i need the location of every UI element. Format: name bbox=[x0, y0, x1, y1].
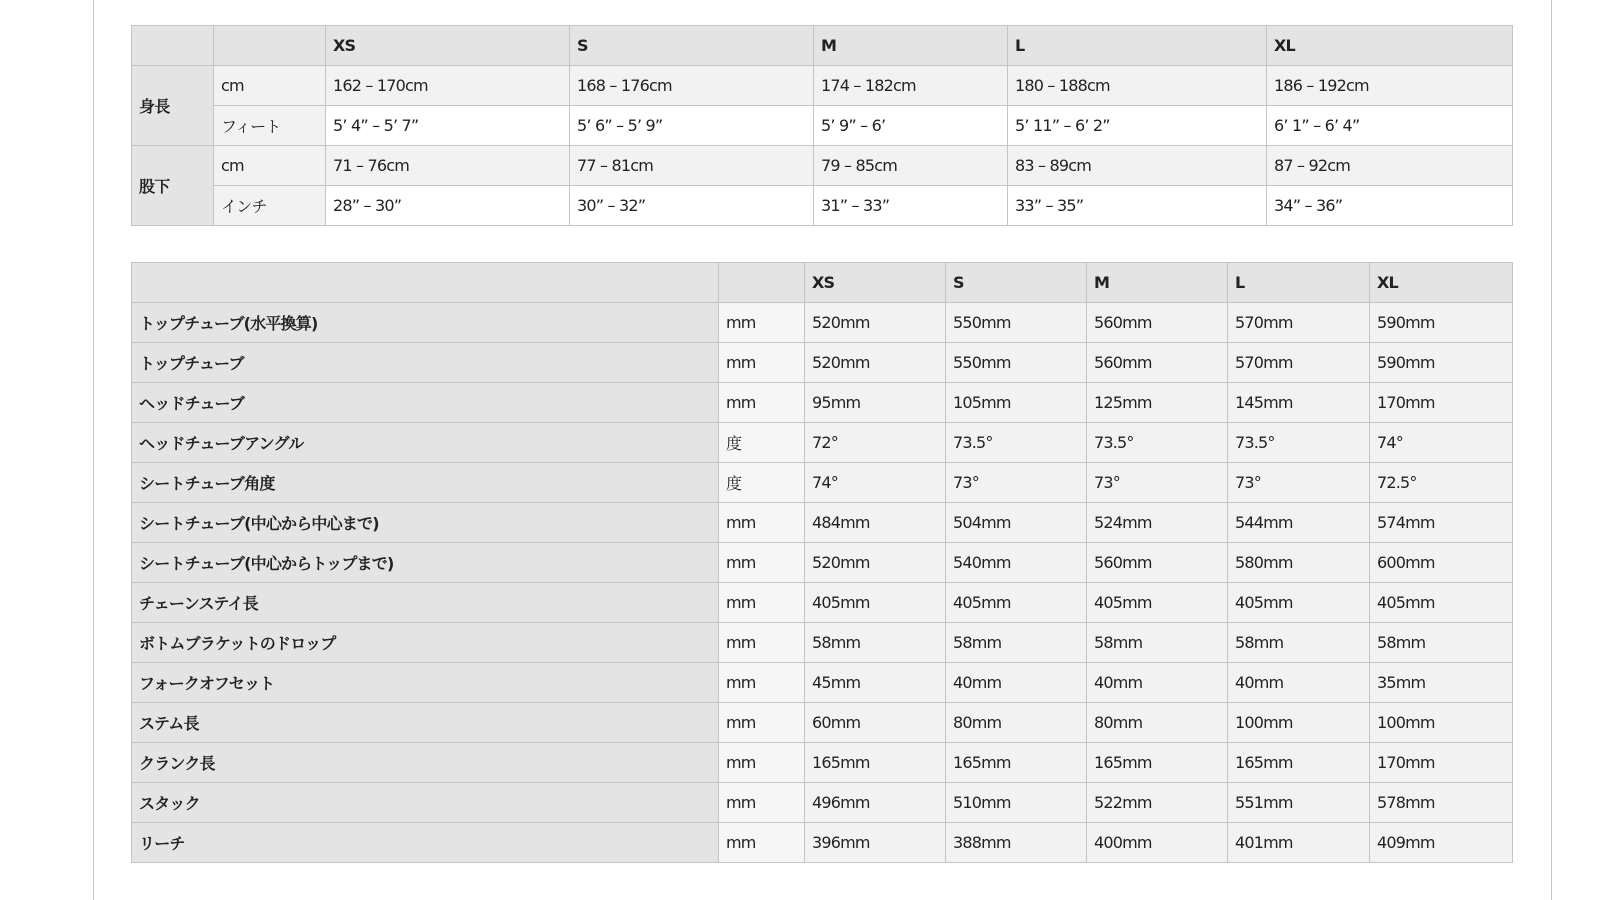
geometry-value-cell: 165mm bbox=[805, 743, 946, 783]
geometry-value-cell: 165mm bbox=[1087, 743, 1228, 783]
geometry-row bbox=[132, 783, 1513, 823]
geometry-header-cell: S bbox=[946, 263, 1087, 303]
size-header-cell bbox=[132, 26, 214, 66]
geometry-row-label: ヘッドチューブ bbox=[132, 383, 719, 423]
geometry-value-cell: 520mm bbox=[805, 543, 946, 583]
geometry-row bbox=[132, 343, 1513, 383]
geometry-value-cell: 45mm bbox=[805, 663, 946, 703]
geometry-header-row bbox=[132, 263, 1513, 303]
geometry-value-cell: 73.5° bbox=[1087, 423, 1228, 463]
size-chart-table bbox=[131, 25, 1513, 226]
geometry-value-cell: 405mm bbox=[946, 583, 1087, 623]
geometry-value-cell: 105mm bbox=[946, 383, 1087, 423]
geometry-value-cell: 550mm bbox=[946, 343, 1087, 383]
geometry-row bbox=[132, 543, 1513, 583]
geometry-row-label: フォークオフセット bbox=[132, 663, 719, 703]
geometry-value-cell: 73° bbox=[1228, 463, 1370, 503]
geometry-value-cell: 73.5° bbox=[946, 423, 1087, 463]
geometry-value-cell: 60mm bbox=[805, 703, 946, 743]
size-value-cell: 77 – 81cm bbox=[570, 146, 814, 186]
geometry-value-cell: 74° bbox=[805, 463, 946, 503]
geometry-value-cell: 72.5° bbox=[1370, 463, 1513, 503]
geometry-unit-cell: mm bbox=[719, 383, 805, 423]
size-row bbox=[132, 106, 1513, 146]
geometry-unit-cell: mm bbox=[719, 303, 805, 343]
size-value-cell: 5’ 11” – 6’ 2” bbox=[1008, 106, 1267, 146]
geometry-value-cell: 560mm bbox=[1087, 343, 1228, 383]
geometry-value-cell: 58mm bbox=[805, 623, 946, 663]
geometry-row-label: クランク長 bbox=[132, 743, 719, 783]
size-header-cell bbox=[214, 26, 326, 66]
size-value-cell: 79 – 85cm bbox=[814, 146, 1008, 186]
geometry-value-cell: 550mm bbox=[946, 303, 1087, 343]
geometry-value-cell: 504mm bbox=[946, 503, 1087, 543]
geometry-row-label: チェーンステイ長 bbox=[132, 583, 719, 623]
geometry-value-cell: 496mm bbox=[805, 783, 946, 823]
geometry-row-label: ステム長 bbox=[132, 703, 719, 743]
size-value-cell: 162 – 170cm bbox=[326, 66, 570, 106]
geometry-unit-cell: 度 bbox=[719, 423, 805, 463]
size-unit-cell: インチ bbox=[214, 186, 326, 226]
geometry-value-cell: 396mm bbox=[805, 823, 946, 863]
geometry-value-cell: 40mm bbox=[1087, 663, 1228, 703]
geometry-value-cell: 578mm bbox=[1370, 783, 1513, 823]
size-row bbox=[132, 146, 1513, 186]
geometry-value-cell: 58mm bbox=[1370, 623, 1513, 663]
geometry-row bbox=[132, 703, 1513, 743]
geometry-value-cell: 73° bbox=[946, 463, 1087, 503]
geometry-row-label: トップチューブ(水平換算) bbox=[132, 303, 719, 343]
geometry-row bbox=[132, 743, 1513, 783]
size-header-cell: XL bbox=[1267, 26, 1513, 66]
geometry-value-cell: 590mm bbox=[1370, 303, 1513, 343]
geometry-value-cell: 170mm bbox=[1370, 383, 1513, 423]
geometry-unit-cell: mm bbox=[719, 703, 805, 743]
geometry-value-cell: 544mm bbox=[1228, 503, 1370, 543]
geometry-value-cell: 560mm bbox=[1087, 543, 1228, 583]
geometry-row bbox=[132, 503, 1513, 543]
geometry-table bbox=[131, 262, 1513, 863]
geometry-row bbox=[132, 303, 1513, 343]
size-value-cell: 31” – 33” bbox=[814, 186, 1008, 226]
size-value-cell: 33” – 35” bbox=[1008, 186, 1267, 226]
page-border-left bbox=[93, 0, 94, 900]
geometry-unit-cell: 度 bbox=[719, 463, 805, 503]
geometry-value-cell: 570mm bbox=[1228, 303, 1370, 343]
geometry-value-cell: 574mm bbox=[1370, 503, 1513, 543]
geometry-row-label: トップチューブ bbox=[132, 343, 719, 383]
size-value-cell: 180 – 188cm bbox=[1008, 66, 1267, 106]
size-value-cell: 5’ 4” – 5’ 7” bbox=[326, 106, 570, 146]
size-unit-cell: フィート bbox=[214, 106, 326, 146]
geometry-value-cell: 409mm bbox=[1370, 823, 1513, 863]
geometry-header-cell bbox=[719, 263, 805, 303]
geometry-value-cell: 524mm bbox=[1087, 503, 1228, 543]
geometry-value-cell: 100mm bbox=[1228, 703, 1370, 743]
geometry-value-cell: 95mm bbox=[805, 383, 946, 423]
geometry-value-cell: 570mm bbox=[1228, 343, 1370, 383]
size-value-cell: 168 – 176cm bbox=[570, 66, 814, 106]
geometry-row-label: ボトムブラケットのドロップ bbox=[132, 623, 719, 663]
geometry-value-cell: 73.5° bbox=[1228, 423, 1370, 463]
geometry-value-cell: 510mm bbox=[946, 783, 1087, 823]
size-value-cell: 87 – 92cm bbox=[1267, 146, 1513, 186]
geometry-header-cell: XL bbox=[1370, 263, 1513, 303]
geometry-value-cell: 560mm bbox=[1087, 303, 1228, 343]
geometry-row bbox=[132, 463, 1513, 503]
geometry-row bbox=[132, 623, 1513, 663]
geometry-value-cell: 540mm bbox=[946, 543, 1087, 583]
size-header-cell: XS bbox=[326, 26, 570, 66]
geometry-unit-cell: mm bbox=[719, 543, 805, 583]
geometry-header-cell: L bbox=[1228, 263, 1370, 303]
geometry-value-cell: 58mm bbox=[946, 623, 1087, 663]
geometry-value-cell: 74° bbox=[1370, 423, 1513, 463]
geometry-header-cell: M bbox=[1087, 263, 1228, 303]
size-header-cell: L bbox=[1008, 26, 1267, 66]
geometry-unit-cell: mm bbox=[719, 583, 805, 623]
geometry-value-cell: 405mm bbox=[805, 583, 946, 623]
size-group-label: 身長 bbox=[132, 66, 214, 146]
geometry-value-cell: 100mm bbox=[1370, 703, 1513, 743]
geometry-value-cell: 520mm bbox=[805, 303, 946, 343]
size-value-cell: 5’ 6” – 5’ 9” bbox=[570, 106, 814, 146]
size-header-cell: S bbox=[570, 26, 814, 66]
size-value-cell: 34” – 36” bbox=[1267, 186, 1513, 226]
geometry-header-cell bbox=[132, 263, 719, 303]
geometry-row bbox=[132, 383, 1513, 423]
size-header-row bbox=[132, 26, 1513, 66]
geometry-value-cell: 165mm bbox=[946, 743, 1087, 783]
geometry-unit-cell: mm bbox=[719, 623, 805, 663]
geometry-value-cell: 58mm bbox=[1228, 623, 1370, 663]
geometry-row-label: スタック bbox=[132, 783, 719, 823]
size-row bbox=[132, 186, 1513, 226]
geometry-value-cell: 580mm bbox=[1228, 543, 1370, 583]
geometry-value-cell: 551mm bbox=[1228, 783, 1370, 823]
geometry-value-cell: 145mm bbox=[1228, 383, 1370, 423]
geometry-row-label: シートチューブ角度 bbox=[132, 463, 719, 503]
size-group-label: 股下 bbox=[132, 146, 214, 226]
geometry-value-cell: 400mm bbox=[1087, 823, 1228, 863]
geometry-unit-cell: mm bbox=[719, 823, 805, 863]
size-value-cell: 30” – 32” bbox=[570, 186, 814, 226]
geometry-value-cell: 170mm bbox=[1370, 743, 1513, 783]
size-value-cell: 83 – 89cm bbox=[1008, 146, 1267, 186]
geometry-value-cell: 58mm bbox=[1087, 623, 1228, 663]
geometry-value-cell: 388mm bbox=[946, 823, 1087, 863]
geometry-value-cell: 35mm bbox=[1370, 663, 1513, 703]
geometry-row-label: シートチューブ(中心からトップまで) bbox=[132, 543, 719, 583]
size-header-cell: M bbox=[814, 26, 1008, 66]
geometry-unit-cell: mm bbox=[719, 503, 805, 543]
geometry-unit-cell: mm bbox=[719, 343, 805, 383]
geometry-value-cell: 125mm bbox=[1087, 383, 1228, 423]
geometry-row-label: リーチ bbox=[132, 823, 719, 863]
geometry-value-cell: 401mm bbox=[1228, 823, 1370, 863]
geometry-value-cell: 165mm bbox=[1228, 743, 1370, 783]
geometry-row bbox=[132, 423, 1513, 463]
geometry-value-cell: 405mm bbox=[1087, 583, 1228, 623]
size-value-cell: 186 – 192cm bbox=[1267, 66, 1513, 106]
geometry-value-cell: 600mm bbox=[1370, 543, 1513, 583]
geometry-unit-cell: mm bbox=[719, 743, 805, 783]
geometry-value-cell: 80mm bbox=[946, 703, 1087, 743]
size-row bbox=[132, 66, 1513, 106]
geometry-row-label: シートチューブ(中心から中心まで) bbox=[132, 503, 719, 543]
size-value-cell: 28” – 30” bbox=[326, 186, 570, 226]
geometry-value-cell: 522mm bbox=[1087, 783, 1228, 823]
geometry-row bbox=[132, 823, 1513, 863]
geometry-row bbox=[132, 583, 1513, 623]
size-value-cell: 71 – 76cm bbox=[326, 146, 570, 186]
geometry-unit-cell: mm bbox=[719, 783, 805, 823]
geometry-value-cell: 80mm bbox=[1087, 703, 1228, 743]
geometry-value-cell: 40mm bbox=[946, 663, 1087, 703]
geometry-value-cell: 73° bbox=[1087, 463, 1228, 503]
size-unit-cell: cm bbox=[214, 66, 326, 106]
geometry-value-cell: 72° bbox=[805, 423, 946, 463]
geometry-value-cell: 590mm bbox=[1370, 343, 1513, 383]
geometry-value-cell: 40mm bbox=[1228, 663, 1370, 703]
geometry-header-cell: XS bbox=[805, 263, 946, 303]
size-value-cell: 6’ 1” – 6’ 4” bbox=[1267, 106, 1513, 146]
geometry-unit-cell: mm bbox=[719, 663, 805, 703]
geometry-row bbox=[132, 663, 1513, 703]
geometry-value-cell: 405mm bbox=[1228, 583, 1370, 623]
size-unit-cell: cm bbox=[214, 146, 326, 186]
geometry-row-label: ヘッドチューブアングル bbox=[132, 423, 719, 463]
geometry-value-cell: 484mm bbox=[805, 503, 946, 543]
geometry-value-cell: 520mm bbox=[805, 343, 946, 383]
size-value-cell: 174 – 182cm bbox=[814, 66, 1008, 106]
page-border-right bbox=[1551, 0, 1552, 900]
geometry-value-cell: 405mm bbox=[1370, 583, 1513, 623]
size-value-cell: 5’ 9” – 6’ bbox=[814, 106, 1008, 146]
